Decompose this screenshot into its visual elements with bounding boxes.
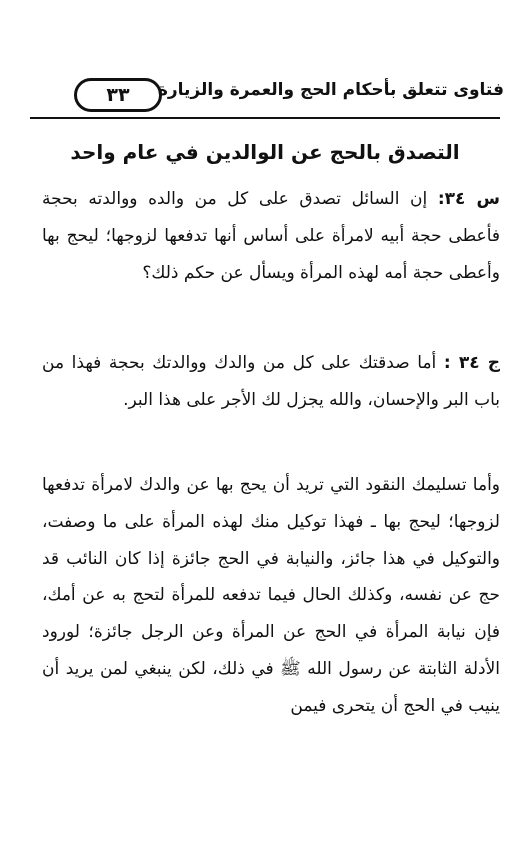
detail-paragraph: وأما تسليمك النقود التي تريد أن يحج بها عن والدك لامرأة تدفعها لزوجها؛ ليحج بها ـ فهذا توكيل منك لهذه المرأة على ما وصفت، والتوكيل في هذا جائز، والنيابة في الحج جائزة إذا كان النائب قد حج عن نفسه، وكذلك الحال فيما تدفعه للمرأة لتحج به عن أمك، فإن نيابة المرأة في الحج عن المرأة وعن الرجل جائزة؛ لورود الأدلة الثابتة عن رسول الله ﷺ في ذلك، لكن ينبغي لمن يريد أن ينيب في الحج أن يتحرى فيمن — [42, 475, 500, 716]
question-label: س ٣٤: — [437, 189, 500, 209]
section-heading: التصدق بالحج عن الوالدين في عام واحد — [70, 140, 460, 164]
question-paragraph — [42, 181, 500, 291]
book-title: فتاوى تتعلق بأحكام الحج والعمرة والزيارة — [157, 80, 504, 100]
answer-text: أما صدقتك على كل من والدك ووالدتك بحجة فهذا من باب البر والإحسان، والله يجزل لك الأجر على هذا البر. — [42, 353, 500, 410]
answer-label: ج ٣٤ : — [443, 353, 500, 373]
page-number: ٣٣ — [74, 78, 162, 112]
page-header — [74, 78, 526, 112]
question-text: إن السائل تصدق على كل من والده ووالدته بحجة فأعطى حجة أبيه لامرأة على أساس أنها تدفعها لزوجها؛ ليحج بها وأعطى حجة أمه لهذه المرأة ويسأل عن حكم ذلك؟ — [42, 189, 500, 283]
answer-paragraph — [42, 345, 500, 419]
header-divider — [30, 117, 500, 119]
